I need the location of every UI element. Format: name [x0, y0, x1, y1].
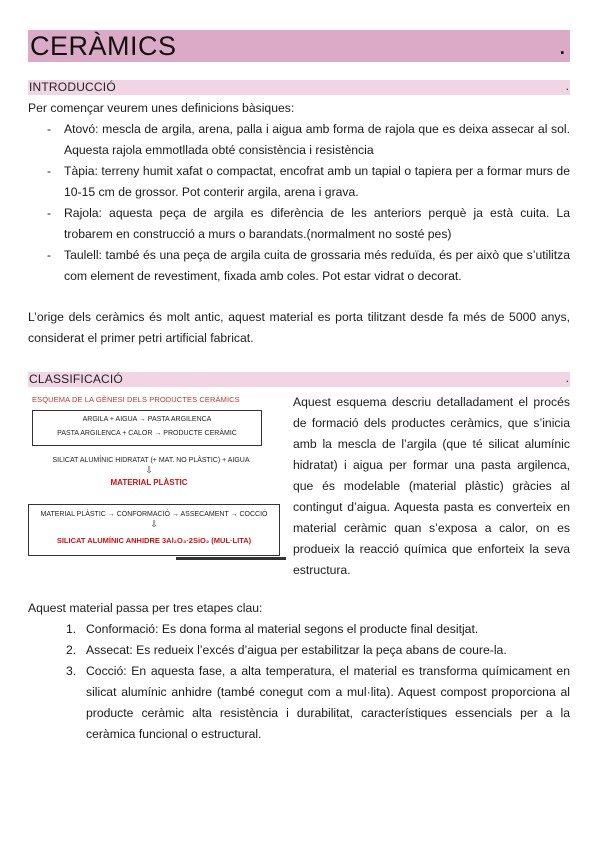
- diagram-line: SILICAT ALUMÍNIC HIDRATAT (+ MAT. NO PLÀSTIC) + AIGUA: [52, 457, 250, 464]
- diagram-heading: ESQUEMA DE LA GÈNESI DELS PRODUCTES CERÀMICS: [32, 395, 240, 404]
- section-label: INTRODUCCIÓ: [29, 80, 116, 94]
- intro-lead: Per començar veurem unes definicions bàsiques:: [28, 101, 295, 115]
- stage-text: Cocció: En aquesta fase, a alta temperatura, el material es transforma químicament en silicat alumínic anhidre (també conegut com a mul·lita). Aquest compost proporciona al producte ceràmic alta resistència i durabilitat, característiques essencials per a la ceràmica funcional o estructural.: [86, 664, 570, 741]
- stage-number: 3.: [66, 664, 77, 678]
- down-arrow-icon: ⇩: [145, 465, 153, 475]
- stage-text: Conformació: Es dona forma al material segons el producte final desitjat.: [86, 622, 479, 636]
- definition-text: Rajola: aquesta peça de argila es diferència de les anteriors perquè ja està cuita. La trobarem en construcció a murs o barandats.(normalment no sosté pes): [64, 206, 570, 241]
- list-item: [28, 203, 570, 245]
- diagram-line: PASTA ARGILENCA + CALOR → PRODUCTE CERÀMIC: [57, 430, 237, 437]
- stages-intro: Aquest material passa per tres etapes clau:: [28, 601, 263, 615]
- section-label: CLASSIFICACIÓ: [29, 372, 123, 386]
- ceramics-genesis-diagram: [28, 392, 286, 560]
- bullet-dash: -: [47, 164, 52, 178]
- section-header-classificacio: [28, 372, 570, 387]
- title-dot: .: [558, 30, 566, 60]
- definition-text: Tàpia: terreny humit xafat o compactat, encofrat amb un tapial o tapiera per a formar murs de 10-15 cm de grossor. Pot conterir argila, arena i grava.: [64, 164, 570, 199]
- diagram-shadow-line: [176, 557, 286, 560]
- diagram-line: ARGILA + AIGUA → PASTA ARGILENCA: [82, 416, 212, 423]
- list-item: [28, 161, 570, 203]
- list-item: [28, 661, 570, 745]
- list-item: [28, 619, 570, 640]
- section-dot: .: [565, 371, 569, 385]
- list-item: [28, 640, 570, 661]
- stage-number: 1.: [66, 622, 77, 636]
- diagram-description: Aquest esquema descriu detalladament el procés de formació dels productes ceràmics, que s’inicia amb la mescla de l’argila (que té silicat alumínic hidratat) i aigua per formar una pasta argilenca, que és modelable (material plàstic) gràcies al contingut d’aigua. Aquesta pasta es converteix en material ceràmic quan s’exposa a calor, on es produeix la reacció química que enforteix la seva estructura.: [293, 395, 570, 577]
- list-item: [28, 245, 570, 287]
- title-bar: [28, 30, 570, 62]
- bullet-dash: -: [47, 206, 52, 220]
- list-item: [28, 119, 570, 161]
- definition-text: Atovó: mescla de argila, arena, palla i aigua amb forma de rajola que es deixa assecar al sol. Aquesta rajola emmotllada obté consistència i resistència: [64, 122, 570, 157]
- diagram-box-top: [32, 410, 262, 446]
- stages-list: [28, 619, 570, 745]
- section-dot: .: [565, 79, 569, 93]
- origin-paragraph: L’orige dels ceràmics és molt antic, aquest material es porta tilitzant desde fa més de 5000 anys, considerat el primer petri artificial fabricat.: [28, 310, 570, 345]
- stage-text: Assecat: Es redueix l’excés d’aigua per estabilitzar la peça abans de coure-la.: [86, 643, 507, 657]
- diagram-box-bottom: [28, 504, 280, 556]
- down-arrow-icon: ⇩: [150, 519, 158, 529]
- bullet-dash: -: [47, 122, 52, 136]
- page-title: CERÀMICS: [30, 31, 177, 61]
- bullet-dash: -: [47, 248, 52, 262]
- section-header-introduccio: [28, 80, 570, 95]
- diagram-line: MATERIAL PLÀSTIC → CONFORMACIÓ → ASSECAMENT → COCCIÓ: [40, 511, 268, 518]
- definitions-list: [28, 119, 570, 287]
- stage-number: 2.: [66, 643, 77, 657]
- diagram-material-label: MATERIAL PLÀSTIC: [110, 478, 188, 487]
- diagram-result-label: SILICAT ALUMÍNIC ANHIDRE 3Al₂O₃·2SiO₂ (MUL·LITA): [56, 536, 252, 545]
- definition-text: Taulell: també és una peça de argila cuita de grossaria més reduïda, és per això que s’utilitza com element de revestiment, fixada amb coles. Pot estar vidrat o decorat.: [64, 248, 570, 283]
